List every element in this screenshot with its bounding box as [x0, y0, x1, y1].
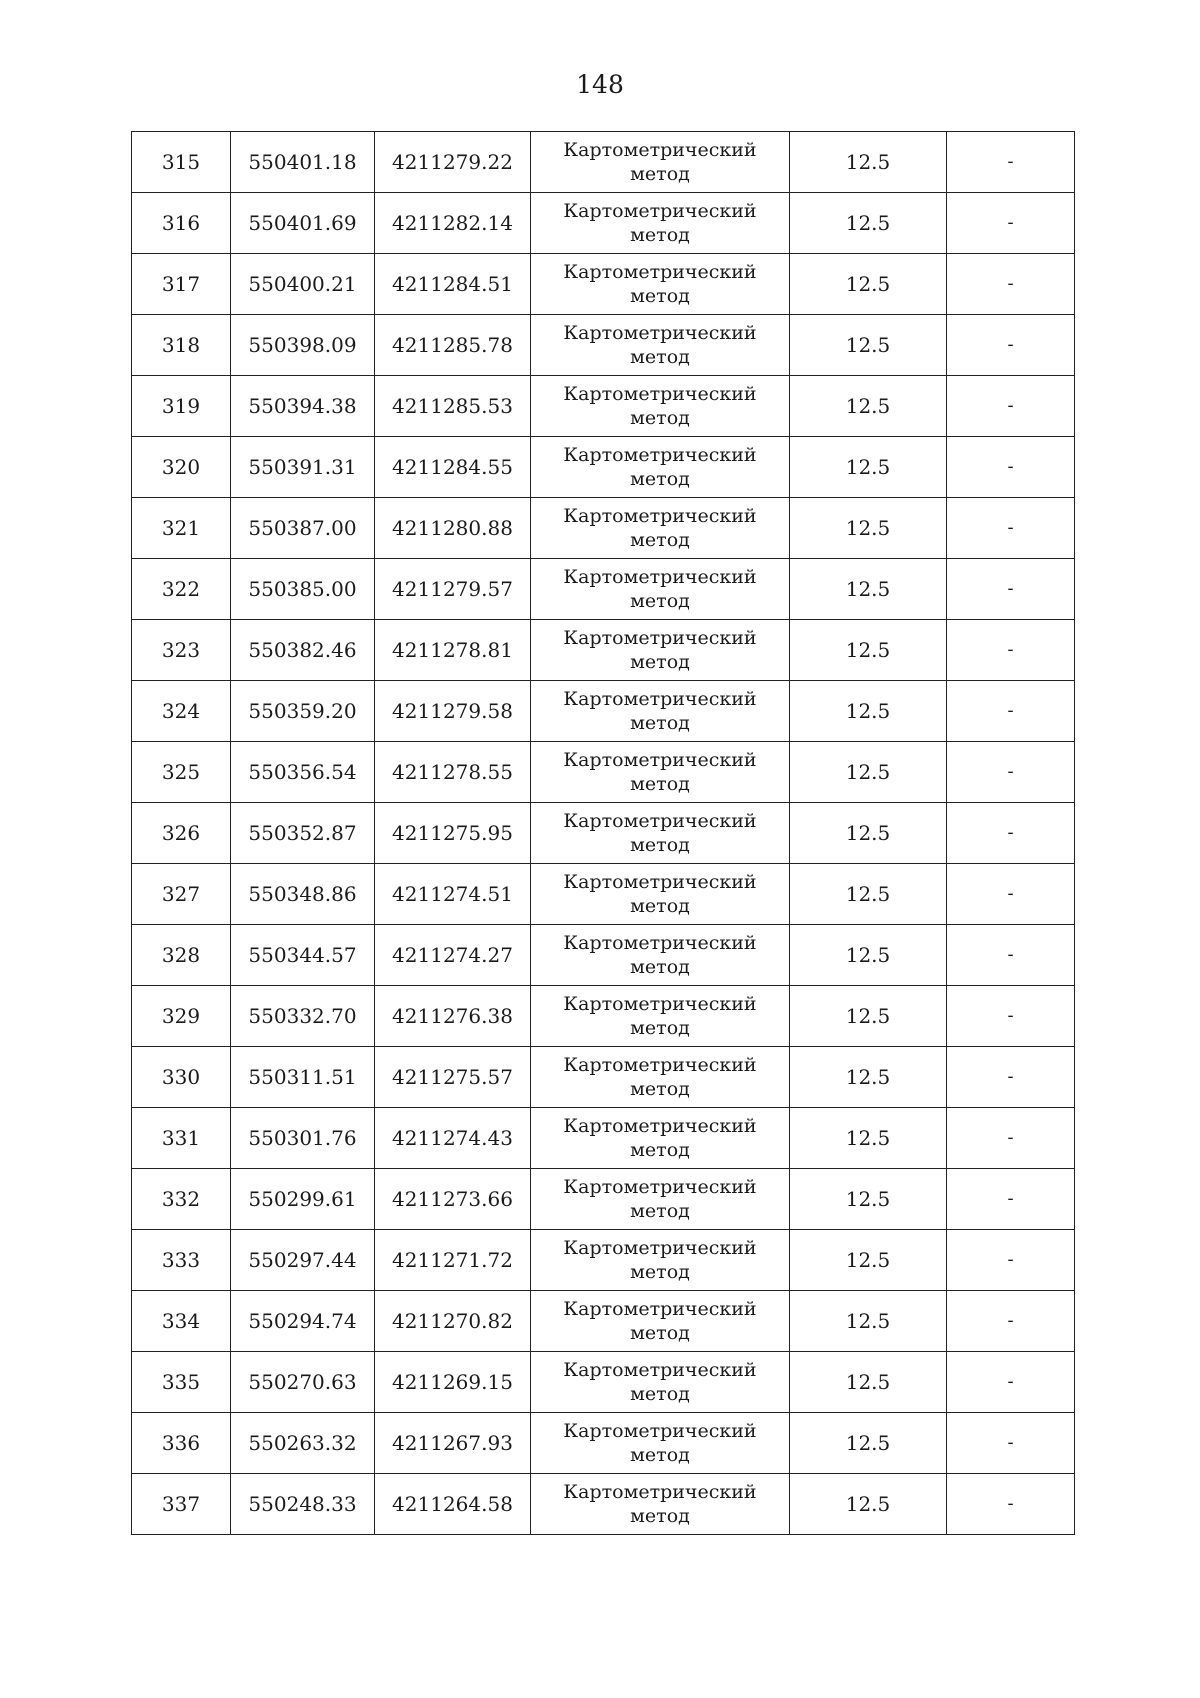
method-cell: Картометрический метод: [531, 376, 790, 437]
accuracy-cell: 12.5: [790, 315, 947, 376]
accuracy-cell: 12.5: [790, 437, 947, 498]
y-coordinate-cell: 4211285.53: [375, 376, 531, 437]
note-cell: -: [947, 376, 1075, 437]
accuracy-cell: 12.5: [790, 376, 947, 437]
table-row: [132, 559, 1075, 620]
point-number-cell: 331: [132, 1108, 231, 1169]
note-cell: -: [947, 437, 1075, 498]
note-cell: -: [947, 925, 1075, 986]
table-row: [132, 254, 1075, 315]
y-coordinate-cell: 4211280.88: [375, 498, 531, 559]
point-number-cell: 336: [132, 1413, 231, 1474]
y-coordinate-cell: 4211279.58: [375, 681, 531, 742]
table-row: [132, 437, 1075, 498]
table-row: [132, 742, 1075, 803]
y-coordinate-cell: 4211278.81: [375, 620, 531, 681]
method-cell: Картометрический метод: [531, 254, 790, 315]
table-body: [132, 132, 1075, 1535]
method-cell: Картометрический метод: [531, 864, 790, 925]
note-cell: -: [947, 1108, 1075, 1169]
note-cell: -: [947, 1169, 1075, 1230]
y-coordinate-cell: 4211267.93: [375, 1413, 531, 1474]
x-coordinate-cell: 550387.00: [231, 498, 375, 559]
table-row: [132, 1047, 1075, 1108]
point-number-cell: 335: [132, 1352, 231, 1413]
table-row: [132, 1291, 1075, 1352]
method-cell: Картометрический метод: [531, 315, 790, 376]
point-number-cell: 319: [132, 376, 231, 437]
accuracy-cell: 12.5: [790, 864, 947, 925]
table-row: [132, 620, 1075, 681]
method-cell: Картометрический метод: [531, 1291, 790, 1352]
table-row: [132, 193, 1075, 254]
x-coordinate-cell: 550401.18: [231, 132, 375, 193]
method-cell: Картометрический метод: [531, 742, 790, 803]
table-row: [132, 803, 1075, 864]
x-coordinate-cell: 550297.44: [231, 1230, 375, 1291]
method-cell: Картометрический метод: [531, 803, 790, 864]
page-number: 148: [576, 70, 624, 99]
method-cell: Картометрический метод: [531, 681, 790, 742]
x-coordinate-cell: 550352.87: [231, 803, 375, 864]
x-coordinate-cell: 550359.20: [231, 681, 375, 742]
y-coordinate-cell: 4211271.72: [375, 1230, 531, 1291]
point-number-cell: 327: [132, 864, 231, 925]
table-row: [132, 1169, 1075, 1230]
point-number-cell: 333: [132, 1230, 231, 1291]
accuracy-cell: 12.5: [790, 1230, 947, 1291]
accuracy-cell: 12.5: [790, 1108, 947, 1169]
point-number-cell: 328: [132, 925, 231, 986]
point-number-cell: 321: [132, 498, 231, 559]
table-row: [132, 315, 1075, 376]
table-row: [132, 1230, 1075, 1291]
table-row: [132, 1474, 1075, 1535]
point-number-cell: 334: [132, 1291, 231, 1352]
table-row: [132, 1413, 1075, 1474]
x-coordinate-cell: 550311.51: [231, 1047, 375, 1108]
note-cell: -: [947, 1474, 1075, 1535]
y-coordinate-cell: 4211275.57: [375, 1047, 531, 1108]
point-number-cell: 330: [132, 1047, 231, 1108]
point-number-cell: 326: [132, 803, 231, 864]
method-cell: Картометрический метод: [531, 1474, 790, 1535]
method-cell: Картометрический метод: [531, 620, 790, 681]
accuracy-cell: 12.5: [790, 1474, 947, 1535]
method-cell: Картометрический метод: [531, 925, 790, 986]
x-coordinate-cell: 550394.38: [231, 376, 375, 437]
y-coordinate-cell: 4211279.22: [375, 132, 531, 193]
note-cell: -: [947, 1047, 1075, 1108]
x-coordinate-cell: 550398.09: [231, 315, 375, 376]
note-cell: -: [947, 1352, 1075, 1413]
y-coordinate-cell: 4211284.51: [375, 254, 531, 315]
x-coordinate-cell: 550382.46: [231, 620, 375, 681]
table-row: [132, 925, 1075, 986]
method-cell: Картометрический метод: [531, 132, 790, 193]
note-cell: -: [947, 559, 1075, 620]
method-cell: Картометрический метод: [531, 1230, 790, 1291]
x-coordinate-cell: 550263.32: [231, 1413, 375, 1474]
note-cell: -: [947, 681, 1075, 742]
point-number-cell: 325: [132, 742, 231, 803]
note-cell: -: [947, 864, 1075, 925]
method-cell: Картометрический метод: [531, 1047, 790, 1108]
point-number-cell: 329: [132, 986, 231, 1047]
table-row: [132, 132, 1075, 193]
method-cell: Картометрический метод: [531, 193, 790, 254]
note-cell: -: [947, 498, 1075, 559]
method-cell: Картометрический метод: [531, 1108, 790, 1169]
point-number-cell: 315: [132, 132, 231, 193]
accuracy-cell: 12.5: [790, 986, 947, 1047]
note-cell: -: [947, 986, 1075, 1047]
y-coordinate-cell: 4211279.57: [375, 559, 531, 620]
y-coordinate-cell: 4211276.38: [375, 986, 531, 1047]
x-coordinate-cell: 550385.00: [231, 559, 375, 620]
method-cell: Картометрический метод: [531, 1169, 790, 1230]
y-coordinate-cell: 4211274.27: [375, 925, 531, 986]
x-coordinate-cell: 550348.86: [231, 864, 375, 925]
note-cell: -: [947, 1230, 1075, 1291]
accuracy-cell: 12.5: [790, 1169, 947, 1230]
coordinates-table: [131, 131, 1075, 1535]
note-cell: -: [947, 1291, 1075, 1352]
x-coordinate-cell: 550344.57: [231, 925, 375, 986]
x-coordinate-cell: 550332.70: [231, 986, 375, 1047]
note-cell: -: [947, 742, 1075, 803]
accuracy-cell: 12.5: [790, 1047, 947, 1108]
point-number-cell: 337: [132, 1474, 231, 1535]
accuracy-cell: 12.5: [790, 498, 947, 559]
x-coordinate-cell: 550356.54: [231, 742, 375, 803]
y-coordinate-cell: 4211282.14: [375, 193, 531, 254]
y-coordinate-cell: 4211275.95: [375, 803, 531, 864]
y-coordinate-cell: 4211274.43: [375, 1108, 531, 1169]
note-cell: -: [947, 254, 1075, 315]
accuracy-cell: 12.5: [790, 559, 947, 620]
x-coordinate-cell: 550391.31: [231, 437, 375, 498]
accuracy-cell: 12.5: [790, 254, 947, 315]
point-number-cell: 324: [132, 681, 231, 742]
y-coordinate-cell: 4211264.58: [375, 1474, 531, 1535]
x-coordinate-cell: 550400.21: [231, 254, 375, 315]
accuracy-cell: 12.5: [790, 620, 947, 681]
table-row: [132, 376, 1075, 437]
note-cell: -: [947, 1413, 1075, 1474]
y-coordinate-cell: 4211270.82: [375, 1291, 531, 1352]
note-cell: -: [947, 193, 1075, 254]
table-row: [132, 1352, 1075, 1413]
x-coordinate-cell: 550270.63: [231, 1352, 375, 1413]
accuracy-cell: 12.5: [790, 1352, 947, 1413]
note-cell: -: [947, 315, 1075, 376]
point-number-cell: 322: [132, 559, 231, 620]
accuracy-cell: 12.5: [790, 1291, 947, 1352]
y-coordinate-cell: 4211273.66: [375, 1169, 531, 1230]
point-number-cell: 332: [132, 1169, 231, 1230]
accuracy-cell: 12.5: [790, 193, 947, 254]
x-coordinate-cell: 550248.33: [231, 1474, 375, 1535]
accuracy-cell: 12.5: [790, 742, 947, 803]
accuracy-cell: 12.5: [790, 1413, 947, 1474]
point-number-cell: 316: [132, 193, 231, 254]
y-coordinate-cell: 4211274.51: [375, 864, 531, 925]
accuracy-cell: 12.5: [790, 925, 947, 986]
point-number-cell: 318: [132, 315, 231, 376]
method-cell: Картометрический метод: [531, 986, 790, 1047]
table-row: [132, 864, 1075, 925]
accuracy-cell: 12.5: [790, 803, 947, 864]
table-row: [132, 1108, 1075, 1169]
method-cell: Картометрический метод: [531, 559, 790, 620]
table-row: [132, 498, 1075, 559]
method-cell: Картометрический метод: [531, 1352, 790, 1413]
accuracy-cell: 12.5: [790, 132, 947, 193]
x-coordinate-cell: 550294.74: [231, 1291, 375, 1352]
x-coordinate-cell: 550301.76: [231, 1108, 375, 1169]
point-number-cell: 320: [132, 437, 231, 498]
method-cell: Картометрический метод: [531, 1413, 790, 1474]
method-cell: Картометрический метод: [531, 498, 790, 559]
x-coordinate-cell: 550299.61: [231, 1169, 375, 1230]
point-number-cell: 317: [132, 254, 231, 315]
point-number-cell: 323: [132, 620, 231, 681]
note-cell: -: [947, 620, 1075, 681]
y-coordinate-cell: 4211284.55: [375, 437, 531, 498]
y-coordinate-cell: 4211285.78: [375, 315, 531, 376]
note-cell: -: [947, 132, 1075, 193]
method-cell: Картометрический метод: [531, 437, 790, 498]
accuracy-cell: 12.5: [790, 681, 947, 742]
y-coordinate-cell: 4211269.15: [375, 1352, 531, 1413]
x-coordinate-cell: 550401.69: [231, 193, 375, 254]
note-cell: -: [947, 803, 1075, 864]
y-coordinate-cell: 4211278.55: [375, 742, 531, 803]
table-row: [132, 681, 1075, 742]
table-row: [132, 986, 1075, 1047]
